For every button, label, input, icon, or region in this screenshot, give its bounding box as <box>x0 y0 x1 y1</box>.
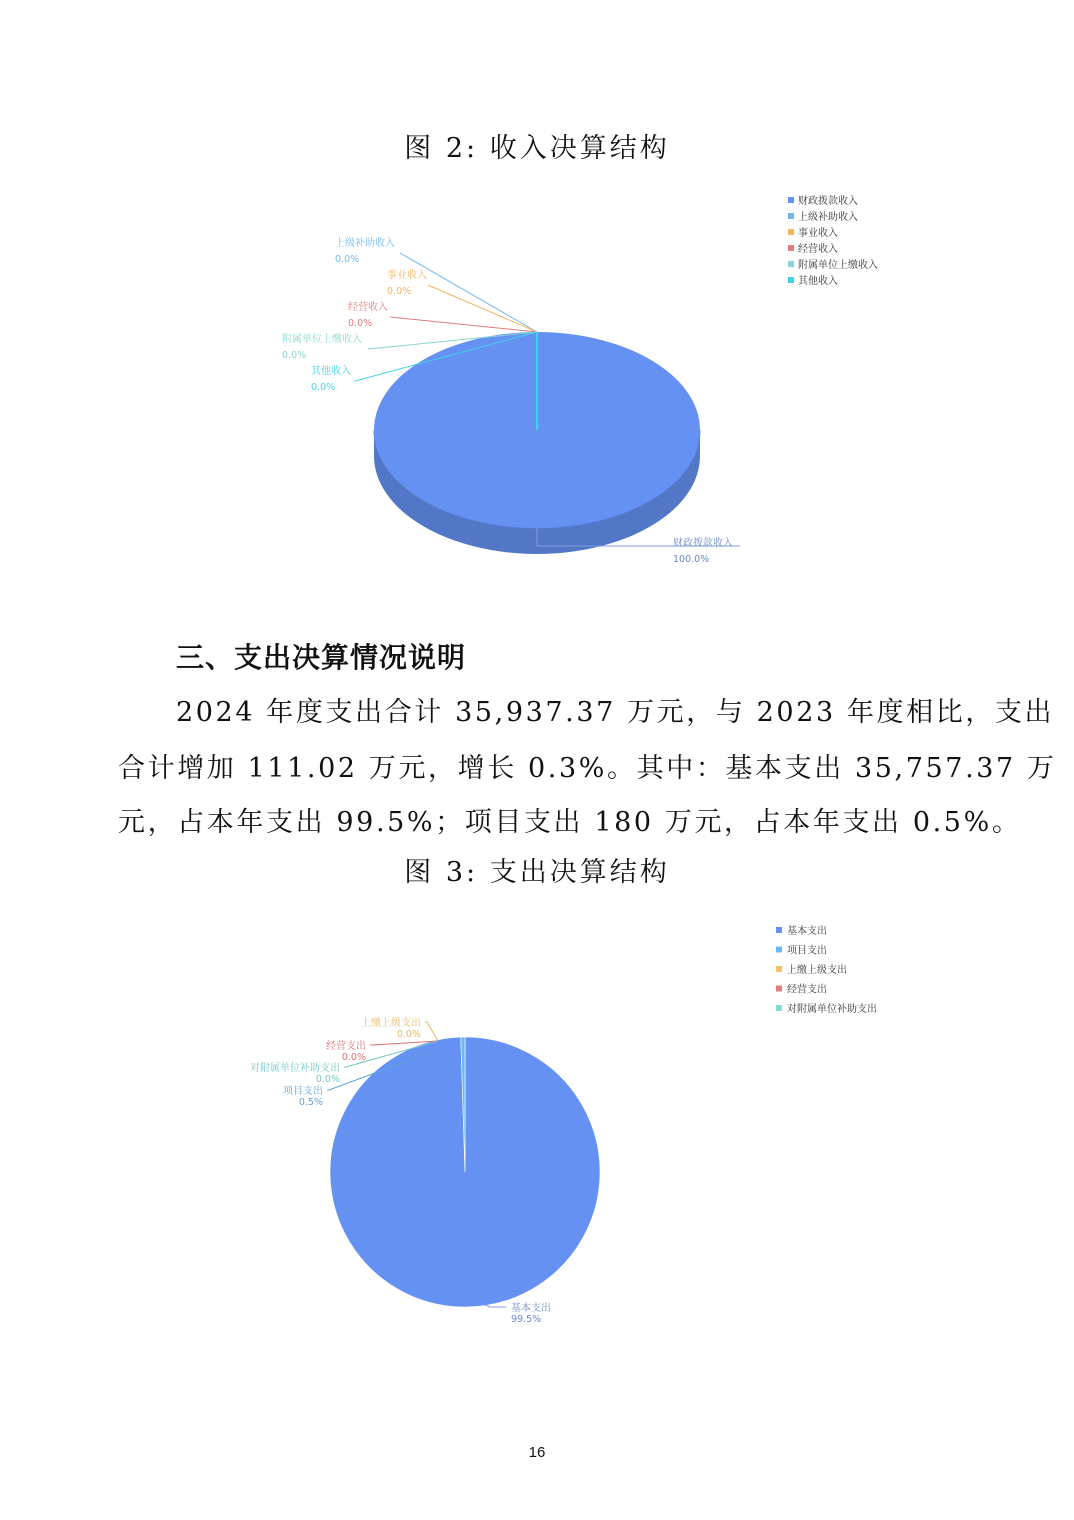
legend-label: 上级补助收入 <box>798 212 858 223</box>
legend-label: 事业收入 <box>798 228 838 239</box>
slice-value-label: 0.0% <box>348 318 373 329</box>
paragraph-line-2: 合计增加 111.02 万元，增长 0.3%。其中：基本支出 35,757.37 万 <box>118 753 1057 784</box>
legend-item <box>788 274 838 287</box>
slice-category-label: 经营收入 <box>348 302 388 313</box>
legend-item <box>776 963 847 976</box>
slice-value-label: 100.0% <box>673 554 710 565</box>
label-leader-line <box>425 1022 438 1041</box>
legend-label: 经营支出 <box>787 984 827 996</box>
slice-category-label: 其他收入 <box>311 366 351 377</box>
legend-swatch <box>776 986 782 992</box>
legend-swatch <box>788 213 794 219</box>
legend-item <box>788 226 838 239</box>
slice-category-label: 基本支出 <box>511 1303 551 1314</box>
legend-label: 项目支出 <box>787 945 827 957</box>
slice-category-label: 经营支出 <box>326 1041 366 1052</box>
figure3-caption: 图 3: 支出决算结构 <box>404 857 670 888</box>
slice-category-label: 上级补助收入 <box>335 238 395 249</box>
slice-category-label: 对附属单位补助支出 <box>250 1063 340 1074</box>
legend-item <box>776 983 827 996</box>
legend-swatch <box>788 197 794 203</box>
slice-value-label: 0.0% <box>315 1074 340 1085</box>
slice-category-label: 附属单位上缴收入 <box>282 334 362 345</box>
expenditure-structure-pie-chart <box>0 910 1074 1340</box>
legend-swatch <box>788 261 794 267</box>
legend-swatch <box>776 1005 782 1011</box>
legend-label: 上缴上级支出 <box>787 965 847 976</box>
slice-value-label: 0.0% <box>335 254 360 265</box>
legend-swatch <box>776 927 782 933</box>
legend-item <box>776 924 827 937</box>
slice-value-label: 99.5% <box>511 1314 542 1325</box>
income-structure-pie-chart <box>0 180 1074 600</box>
legend-item <box>788 210 858 223</box>
label-leader-line <box>428 285 537 332</box>
legend <box>788 194 878 287</box>
legend <box>776 924 877 1015</box>
slice-category-label: 上缴上级支出 <box>361 1018 421 1029</box>
page-number: 16 <box>528 1444 546 1461</box>
legend-swatch <box>788 245 794 251</box>
figure2-caption: 图 2: 收入决算结构 <box>404 133 670 164</box>
legend-item <box>776 1002 877 1015</box>
legend-item <box>788 194 858 207</box>
legend-swatch <box>776 966 782 972</box>
legend-swatch <box>776 947 782 953</box>
legend-item <box>776 944 827 957</box>
slice-value-label: 0.0% <box>387 286 412 297</box>
legend-label: 基本支出 <box>787 926 827 937</box>
slice-category-label: 项目支出 <box>283 1086 323 1097</box>
legend-label: 经营收入 <box>798 244 838 255</box>
legend-label: 其他收入 <box>798 276 838 287</box>
legend-swatch <box>788 229 794 235</box>
legend-label: 财政拨款收入 <box>798 196 858 207</box>
slice-value-label: 0.5% <box>298 1097 323 1108</box>
slice-category-label: 事业收入 <box>387 270 427 281</box>
slice-value-label: 0.0% <box>396 1029 421 1040</box>
slice-category-label: 财政拨款收入 <box>673 538 733 549</box>
paragraph-line-3: 元，占本年支出 99.5%；项目支出 180 万元，占本年支出 0.5%。 <box>118 807 1022 838</box>
section-title: 三、支出决算情况说明 <box>176 641 467 674</box>
legend-swatch <box>788 277 794 283</box>
legend-item <box>788 258 878 271</box>
paragraph-line-1: 2024 年度支出合计 35,937.37 万元，与 2023 年度相比，支出 <box>176 697 1055 728</box>
slice-value-label: 0.0% <box>311 382 336 393</box>
slice-value-label: 0.0% <box>282 350 307 361</box>
slice-value-label: 0.0% <box>341 1052 366 1063</box>
legend-label: 附属单位上缴收入 <box>798 260 878 271</box>
legend-item <box>788 242 838 255</box>
legend-label: 对附属单位补助支出 <box>787 1004 877 1015</box>
